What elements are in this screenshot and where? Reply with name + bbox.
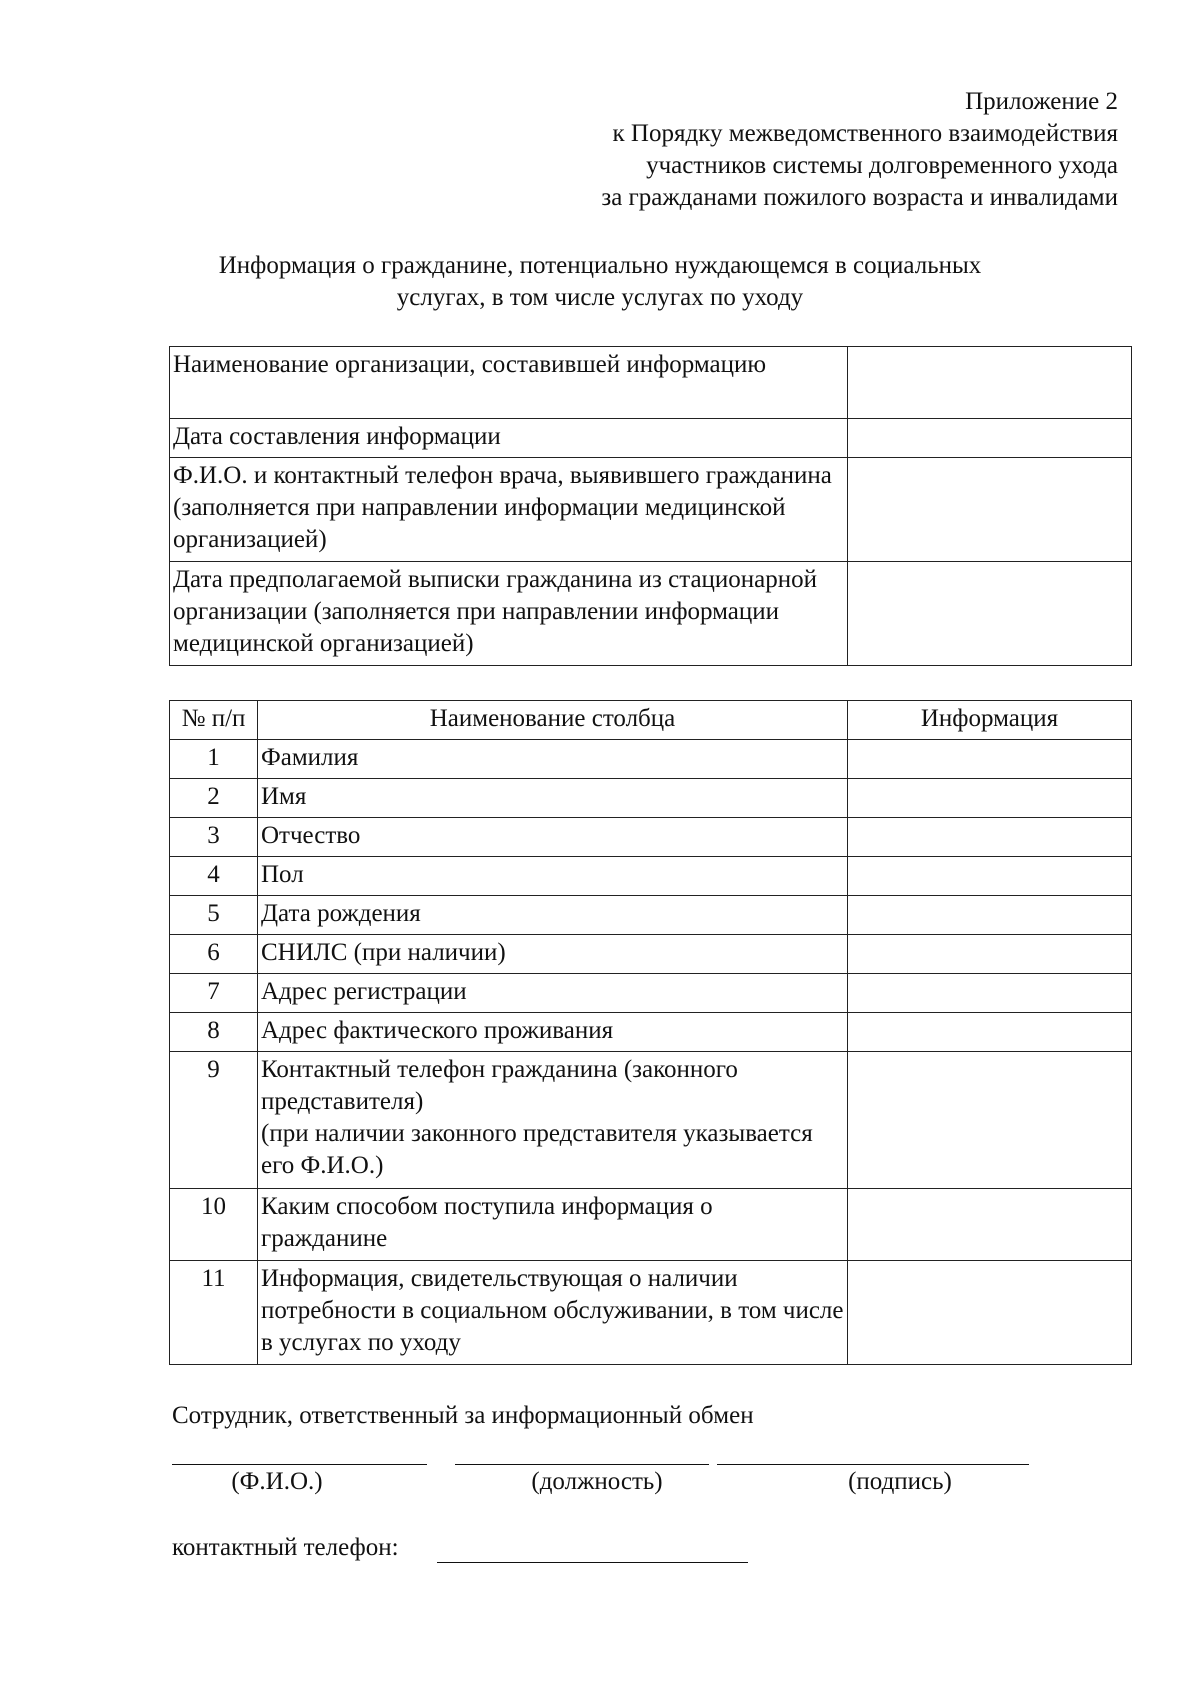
table-row: [170, 1261, 1132, 1365]
position-signature-line[interactable]: [455, 1464, 709, 1465]
table-row: [170, 458, 1132, 562]
appendix-line: к Порядку межведомственного взаимодействия: [612, 120, 1118, 147]
row-info-cell[interactable]: [848, 1052, 1132, 1189]
table-row: [170, 1189, 1132, 1261]
appendix-line: участников системы долговременного ухода: [646, 152, 1118, 179]
table-row: [170, 935, 1132, 974]
row-info-cell[interactable]: [848, 896, 1132, 935]
signature-line[interactable]: [717, 1464, 1029, 1465]
row-number: 1: [170, 740, 258, 779]
table-row: [170, 562, 1132, 666]
contact-phone-label: контактный телефон:: [172, 1534, 399, 1561]
row-value-cell[interactable]: [848, 458, 1132, 562]
row-name: СНИЛС (при наличии): [258, 935, 848, 974]
row-number: 11: [170, 1261, 258, 1365]
appendix-line: за гражданами пожилого возраста и инвалидами: [601, 184, 1118, 211]
title-line: услугах, в том числе услугах по уходу: [396, 284, 804, 311]
row-name: Отчество: [258, 818, 848, 857]
row-number: 7: [170, 974, 258, 1013]
row-number: 6: [170, 935, 258, 974]
row-label: Дата составления информации: [170, 419, 848, 458]
position-caption: (должность): [531, 1468, 663, 1495]
row-name: [258, 1052, 848, 1189]
row-info-cell[interactable]: [848, 935, 1132, 974]
column-header-name: Наименование столбца: [258, 701, 848, 740]
row-info-cell[interactable]: [848, 857, 1132, 896]
row-info-cell[interactable]: [848, 974, 1132, 1013]
table-row: [170, 857, 1132, 896]
column-header-info: Информация: [848, 701, 1132, 740]
row-name: Адрес фактического проживания: [258, 1013, 848, 1052]
appendix-header: [601, 86, 1118, 214]
row-info-cell[interactable]: [848, 740, 1132, 779]
row-label: Ф.И.О. и контактный телефон врача, выявившего гражданина (заполняется при направлении информации медицинской организацией): [170, 458, 848, 562]
contact-phone-line[interactable]: [437, 1562, 748, 1563]
table-header-row: [170, 701, 1132, 740]
signature-caption: (подпись): [848, 1468, 952, 1495]
row-info-cell[interactable]: [848, 1189, 1132, 1261]
title-line: Информация о гражданине, потенциально нуждающемся в социальных: [218, 252, 982, 279]
row-name: Имя: [258, 779, 848, 818]
row-name: Пол: [258, 857, 848, 896]
row-name-main: Контактный телефон гражданина (законного представителя): [261, 1056, 738, 1115]
table-row: [170, 818, 1132, 857]
row-value-cell[interactable]: [848, 419, 1132, 458]
row-name: Дата рождения: [258, 896, 848, 935]
row-name: Информация, свидетельствующая о наличии потребности в социальном обслуживании, в том числе в услугах по уходу: [258, 1261, 848, 1365]
row-number: 9: [170, 1052, 258, 1189]
column-header-number: № п/п: [170, 701, 258, 740]
row-label: Дата предполагаемой выписки гражданина из стационарной организации (заполняется при направлении информации медицинской организацией): [170, 562, 848, 666]
row-name-note: (при наличии законного представителя указывается его Ф.И.О.): [261, 1120, 813, 1179]
table-row: [170, 1013, 1132, 1052]
responsible-employee-label: Сотрудник, ответственный за информационный обмен: [172, 1402, 754, 1429]
table-row: [170, 740, 1132, 779]
row-number: 4: [170, 857, 258, 896]
row-number: 3: [170, 818, 258, 857]
row-number: 5: [170, 896, 258, 935]
citizen-data-table: [169, 700, 1132, 1365]
fio-caption: (Ф.И.О.): [231, 1468, 323, 1495]
appendix-line: Приложение 2: [965, 88, 1118, 115]
fio-signature-line[interactable]: [172, 1464, 427, 1465]
table-row: [170, 896, 1132, 935]
row-value-cell[interactable]: [848, 562, 1132, 666]
row-info-cell[interactable]: [848, 779, 1132, 818]
row-number: 8: [170, 1013, 258, 1052]
row-name: Каким способом поступила информация о гражданине: [258, 1189, 848, 1261]
row-label: Наименование организации, составившей информацию: [170, 347, 848, 419]
table-row: [170, 419, 1132, 458]
row-value-cell[interactable]: [848, 347, 1132, 419]
row-number: 10: [170, 1189, 258, 1261]
row-name: Адрес регистрации: [258, 974, 848, 1013]
table-row: [170, 1052, 1132, 1189]
organization-info-table: [169, 346, 1132, 666]
row-name: Фамилия: [258, 740, 848, 779]
table-row: [170, 779, 1132, 818]
document-title: [0, 250, 1200, 314]
table-row: [170, 347, 1132, 419]
row-number: 2: [170, 779, 258, 818]
row-info-cell[interactable]: [848, 1261, 1132, 1365]
row-info-cell[interactable]: [848, 818, 1132, 857]
table-row: [170, 974, 1132, 1013]
row-info-cell[interactable]: [848, 1013, 1132, 1052]
